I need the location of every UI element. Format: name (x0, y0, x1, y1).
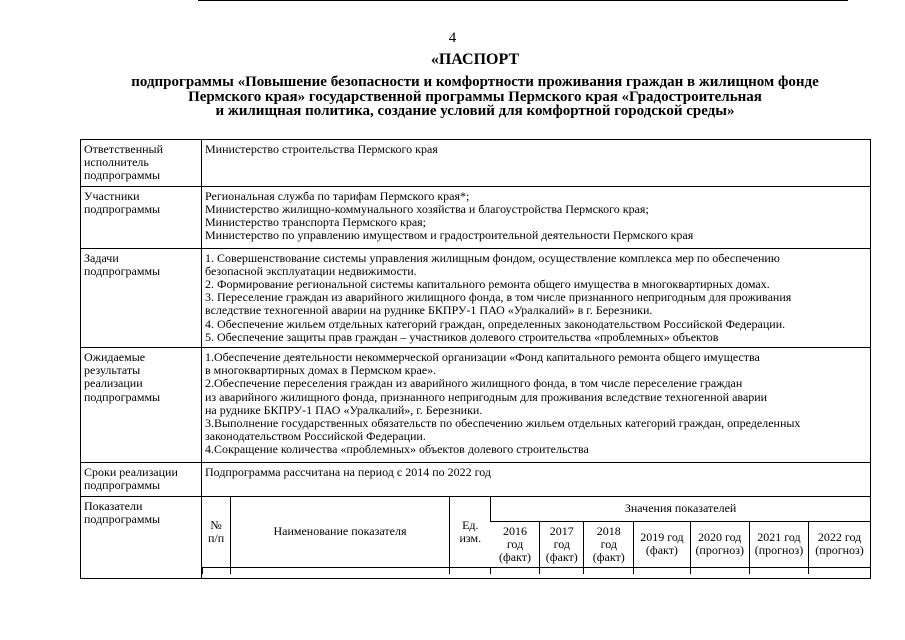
row-content: 1. Совершенствование системы управления жилищным фондом, осуществление комплекса мер по обеспечению безопасной эксплуатации недвижимости. 2. Формирование региональной системы капитального ремонта общего имущества в многоквартирных домах. 3. Переселение граждан из аварийного жилищного фонда, в том числе признанного непригодным для проживания вследствие техногенной аварии на руднике БКПРУ-1 ПАО «Уралкалий» в г. Березники. 4. Обеспечение жильем отдельных категорий граждан, определенных законодательством Российской Федерации. 5. Обеспечение защиты прав граждан – участников долевого строительства «проблемных» объектов (202, 248, 871, 347)
col-number-header: № п/п (207, 517, 225, 545)
passport-table (80, 139, 871, 579)
document-title: «ПАСПОРТ (430, 51, 520, 68)
indicators-cell (202, 497, 871, 579)
year-header-2019: 2019 год (факт) (634, 521, 690, 567)
values-header: Значения показателей (491, 497, 870, 521)
row-content: Министерство строительства Пермского края (202, 140, 871, 187)
col-unit-header: Ед. изм. (450, 497, 491, 567)
row-label: Задачи подпрограммы (81, 248, 202, 347)
row-label: Участники подпрограммы (81, 186, 202, 248)
year-header-2022: 2022 год (прогноз) (809, 521, 870, 567)
page-number: 4 (448, 30, 457, 46)
row-tasks (81, 248, 871, 347)
row-label: Показатели подпрограммы (81, 497, 202, 579)
subtitle-line: Пермского края» государственной программы Пермского края «Градостроительная (188, 88, 762, 105)
year-header-2020: 2020 год (прогноз) (690, 521, 749, 567)
row-executor (81, 140, 871, 187)
table-row (203, 567, 871, 574)
row-label: Ожидаемые результаты реализации подпрограммы (81, 348, 202, 463)
indicators-table (202, 497, 870, 574)
subtitle-line: подпрограммы «Повышение безопасности и комфортности проживания граждан в жилищном фонде (131, 74, 819, 90)
row-results (81, 348, 871, 463)
row-participants (81, 186, 871, 248)
row-content: Подпрограмма рассчитана на период с 2014 по 2022 год (202, 463, 871, 497)
row-terms (81, 463, 871, 497)
row-content: Региональная служба по тарифам Пермского края*; Министерство жилищно-коммунального хозяйства и благоустройства Пермского края; Министерство транспорта Пермского края; Министерство по управлению имуществом и градостроительной деятельности Пермского края (202, 186, 871, 248)
year-header-2016: 2016 год (факт) (491, 521, 540, 567)
year-header-2018: 2018 год (факт) (584, 521, 634, 567)
year-header-2017: 2017 год (факт) (540, 521, 584, 567)
row-content: 1.Обеспечение деятельности некоммерческой организации «Фонд капитального ремонта общего имущества в многоквартирных домах в Пермском крае». 2.Обеспечение переселения граждан из аварийного жилищного фонда, в том числе переселение граждан из аварийного жилищного фонда, признанного непригодным для проживания вследствие техногенной аварии на руднике БКПРУ-1 ПАО «Уралкалий», г. Березники. 3.Выполнение государственных обязательств по обеспечению жильем отдельных категорий граждан, определенных законодательством Российской Федерации. 4.Сокращение количества «проблемных» объектов долевого строительства (202, 348, 871, 463)
row-label: Сроки реализации подпрограммы (81, 463, 202, 497)
row-label: Ответственный исполнитель подпрограммы (81, 140, 202, 187)
year-header-2021: 2021 год (прогноз) (749, 521, 808, 567)
top-rule (198, 0, 848, 1)
document-subtitle (100, 75, 850, 119)
subtitle-line: и жилищная политика, создание условий для комфортной городской среды» (215, 103, 735, 119)
row-indicators (81, 497, 871, 579)
col-name-header: Наименование показателя (230, 497, 450, 567)
